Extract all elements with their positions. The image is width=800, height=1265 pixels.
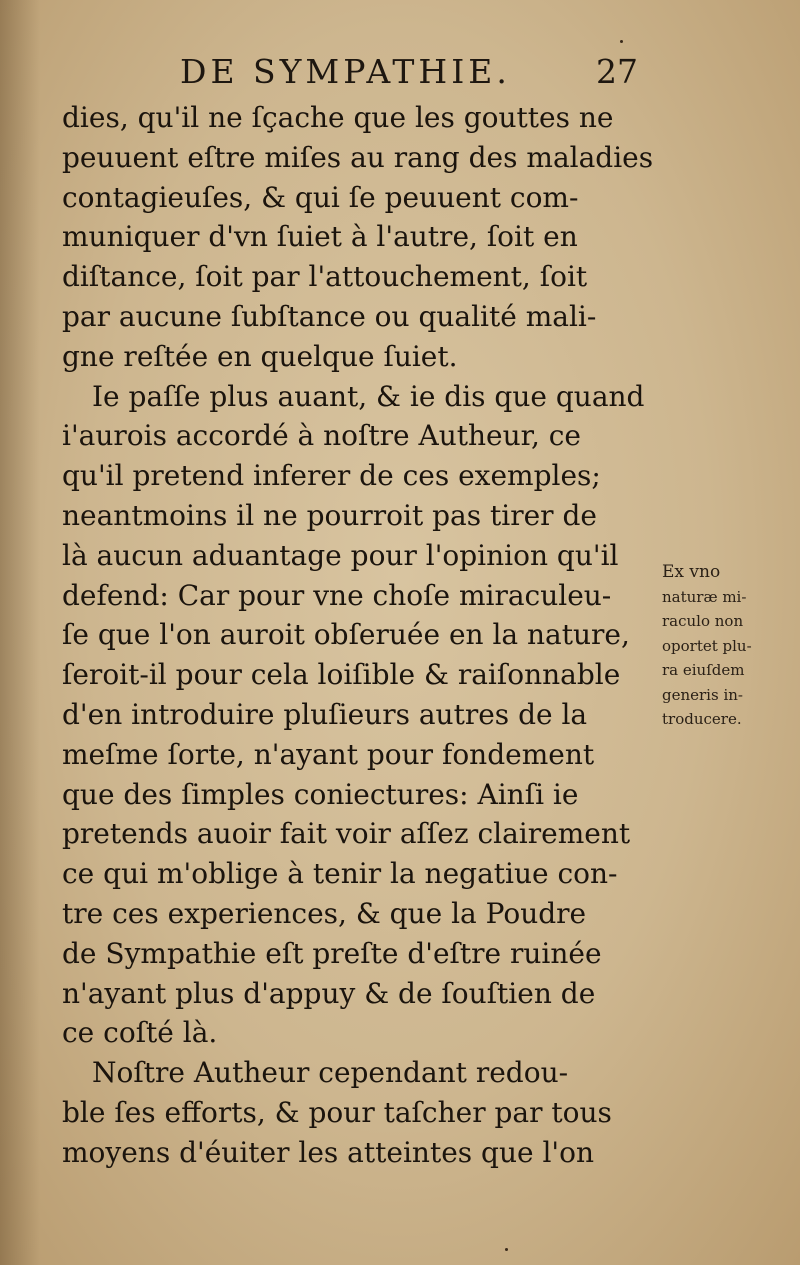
page-number: 27	[596, 52, 638, 91]
gutter-shadow	[0, 0, 40, 1265]
margin-note-line: raculo non	[662, 612, 744, 630]
text-line: contagieuſes, & qui ſe peuuent com-	[62, 180, 579, 214]
text-line: peuuent eſtre miſes au rang des maladies	[62, 140, 654, 174]
text-line: muniquer d'vn ſuiet à l'autre, ſoit en	[62, 220, 578, 254]
margin-note	[662, 560, 792, 732]
text-line: ce coſté là.	[62, 1016, 218, 1050]
text-line: moyens d'éuiter les atteintes que l'on	[62, 1135, 594, 1169]
text-line: neantmoins il ne pourroit pas tirer de	[62, 498, 597, 532]
margin-note-line: Ex vno	[662, 562, 721, 582]
text-line: dies, qu'il ne ſçache que les gouttes ne	[62, 101, 614, 134]
paper-speck	[620, 40, 623, 43]
text-line: ſe que l'on auroit obſeruée en la nature,	[62, 618, 630, 652]
text-line: defend: Car pour vne choſe miraculeu-	[62, 578, 612, 612]
text-line: par aucune ſubſtance ou qualité mali-	[62, 299, 597, 333]
text-line: ble ſes efforts, & pour taſcher par tous	[62, 1095, 612, 1129]
margin-note-line: ra eiuſdem	[662, 661, 745, 679]
text-line: qu'il pretend inferer de ces exemples;	[62, 459, 601, 493]
paper-speck	[505, 1248, 508, 1251]
text-line: Noſtre Autheur cependant redou-	[92, 1056, 569, 1090]
margin-note-line: troducere.	[662, 710, 742, 728]
body-text	[62, 98, 662, 1173]
text-line: diſtance, ſoit par l'attouchement, ſoit	[62, 260, 588, 294]
text-line: meſme ſorte, n'ayant pour fondement	[62, 737, 595, 771]
text-line: pretends auoir fait voir aſſez clairement	[62, 817, 631, 851]
text-line: de Sympathie eſt preſte d'eſtre ruinée	[62, 936, 602, 970]
text-line: i'aurois accordé à noſtre Autheur, ce	[62, 419, 581, 453]
running-title: DE SYMPATHIE.	[180, 52, 511, 91]
text-line: gne reſtée en quelque ſuiet.	[62, 339, 458, 373]
text-line: ce qui m'oblige à tenir la negatiue con-	[62, 857, 618, 891]
text-line: Ie paſſe plus auant, & ie dis que quand	[92, 379, 645, 413]
text-line: là aucun aduantage pour l'opinion qu'il	[62, 538, 619, 572]
text-line: que des ſimples coniectures: Ainſi ie	[62, 777, 579, 811]
text-line: tre ces experiences, & que la Poudre	[62, 896, 587, 930]
running-header	[180, 52, 660, 102]
margin-note-line: naturæ mi-	[662, 587, 747, 606]
text-line: ſeroit-il pour cela loiſible & raiſonnable	[62, 658, 621, 692]
text-line: n'ayant plus d'appuy & de ſouſtien de	[62, 976, 596, 1010]
margin-note-line: generis in-	[662, 685, 743, 704]
text-line: d'en introduire pluſieurs autres de la	[62, 697, 588, 731]
margin-note-line: oportet plu-	[662, 636, 752, 655]
